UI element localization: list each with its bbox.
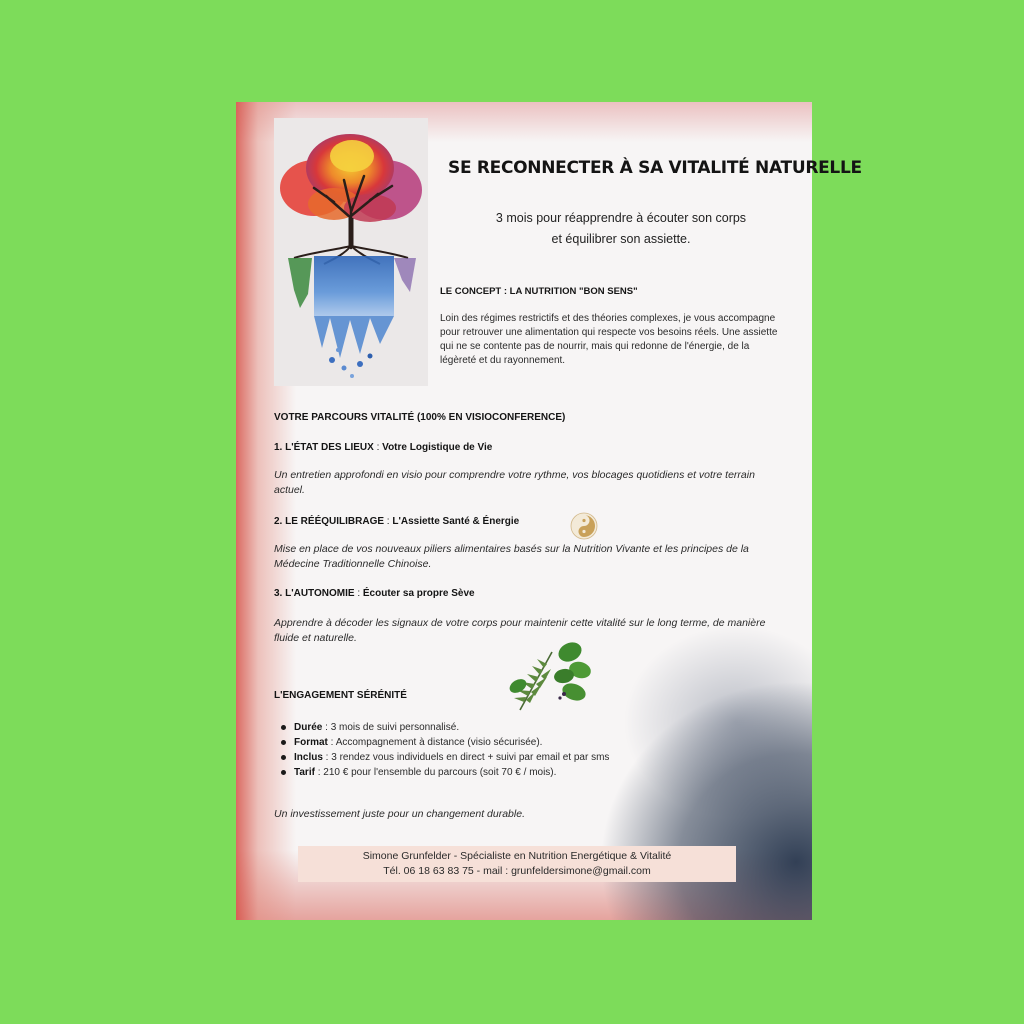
list-item-value: : 210 € pour l'ensemble du parcours (soit 70 € / mois). — [314, 767, 557, 778]
step-2-name: L'Assiette Santé & Énergie — [392, 516, 520, 527]
subtitle-line-1: 3 mois pour réapprendre à écouter son corps — [495, 211, 747, 225]
contact-line-2: Tél. 06 18 63 83 75 - mail : grunfeldersimone@gmail.com — [383, 865, 651, 877]
step-3-title — [274, 588, 475, 599]
step-1-title — [274, 442, 492, 453]
step-1-separator: : — [373, 442, 383, 453]
list-item-key: Format — [294, 737, 328, 748]
step-2-body: Mise en place de vos nouveaux piliers alimentaires basés sur la Nutrition Vivante et les principes de la Médecine Traditionnelle Chinoise. — [274, 543, 749, 570]
step-3-separator: : — [354, 588, 363, 599]
list-item-value: : Accompagnement à distance (visio sécurisée). — [327, 737, 543, 748]
step-3-label: 3. L'AUTONOMIE — [274, 588, 355, 599]
subtitle-line-2: et équilibrer son assiette. — [551, 232, 691, 246]
step-2-title — [274, 516, 519, 527]
step-1-name: Votre Logistique de Vie — [382, 442, 493, 453]
engagement-heading: L'ENGAGEMENT SÉRÉNITÉ — [274, 690, 407, 701]
step-3-name: Écouter sa propre Sève — [362, 588, 475, 599]
parcours-heading: VOTRE PARCOURS VITALITÉ (100% EN VISIOCONFERENCE) — [274, 412, 566, 423]
list-item — [294, 735, 814, 750]
step-2-label: 2. LE RÉÉQUILIBRAGE — [274, 516, 385, 527]
page-subtitle — [456, 208, 786, 250]
list-item — [294, 750, 814, 765]
step-1-body: Un entretien approfondi en visio pour comprendre votre rythme, vos blocages quotidiens et votre terrain actuel. — [274, 469, 755, 496]
concept-heading: LE CONCEPT : LA NUTRITION "BON SENS" — [440, 286, 638, 297]
list-item-key: Tarif — [294, 767, 315, 778]
list-item — [294, 765, 814, 780]
engagement-list — [274, 720, 814, 780]
tree-illustration — [274, 118, 428, 386]
contact-box — [298, 846, 736, 882]
yin-yang-icon — [570, 512, 598, 540]
list-item-key: Durée — [294, 722, 323, 733]
list-item — [294, 720, 814, 735]
step-3-body: Apprendre à décoder les signaux de votre corps pour maintenir cette vitalité sur le long terme, de manière fluide et naturelle. — [274, 617, 766, 644]
closing-statement: Un investissement juste pour un changement durable. — [274, 808, 525, 820]
step-1-label: 1. L'ÉTAT DES LIEUX — [274, 442, 374, 453]
page-title: SE RECONNECTER À SA VITALITÉ NATURELLE — [448, 158, 862, 178]
herbs-icon — [506, 634, 596, 714]
tree-icon — [274, 118, 428, 386]
contact-line-1: Simone Grunfelder - Spécialiste en Nutrition Energétique & Vitalité — [362, 850, 672, 862]
flyer-page — [236, 102, 862, 920]
concept-body: Loin des régimes restrictifs et des théories complexes, je vous accompagne pour retrouver une alimentation qui respecte vos besoins réels. Une assiette qui ne se contente pas de nourrir, mais qui redonne de l'énergie, de la légèreté et du rayonnement. — [440, 313, 778, 366]
step-2-separator: : — [384, 516, 393, 527]
list-item-key: Inclus — [294, 752, 323, 763]
list-item-value: : 3 mois de suivi personnalisé. — [322, 722, 460, 733]
list-item-value: : 3 rendez vous individuels en direct + suivi par email et par sms — [322, 752, 610, 763]
